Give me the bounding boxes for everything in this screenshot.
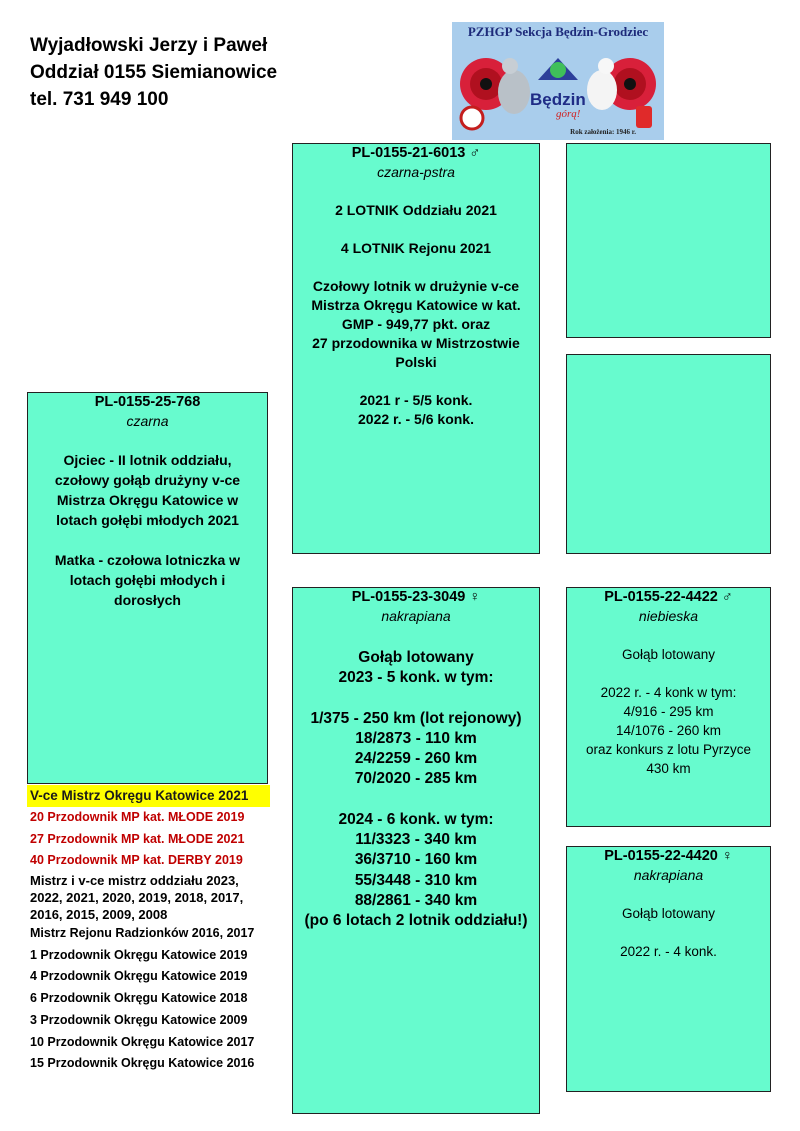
ring-number: PL-0155-21-6013 ♂ [351, 145, 481, 161]
info-line: GMP - 949,77 pkt. oraz [341, 316, 491, 332]
red-achievement: 27 Przodownik MP kat. MŁODE 2021 [30, 831, 245, 846]
branch-name: Oddział 0155 Siemianowice [30, 62, 278, 83]
info-line: 2022 r. - 5/6 konk. [358, 411, 474, 427]
pigeon-color: nakrapiana [633, 867, 704, 883]
info-line: 55/3448 - 310 km [354, 871, 478, 889]
ring-number: PL-0155-22-4420 ♀ [604, 848, 733, 864]
achievement-item: 1 Przodownik Okręgu Katowice 2019 [30, 947, 248, 962]
info-line: 14/1076 - 260 km [615, 723, 722, 738]
pigeon-card-768 [27, 392, 268, 784]
info-line: oraz konkurs z lotu Pyrzyce [585, 742, 752, 757]
logo-founded: Rok założenia: 1946 r. [570, 128, 636, 136]
achievement-item: Mistrz Rejonu Radzionków 2016, 2017 [30, 926, 255, 941]
achievement-item: 10 Przodownik Okręgu Katowice 2017 [30, 1034, 255, 1049]
info-line: 24/2259 - 260 km [354, 750, 478, 768]
owner-name: Wyjadłowski Jerzy i Paweł [30, 35, 268, 56]
info-line: dorosłych [114, 592, 181, 608]
highlight-achievement: V-ce Mistrz Okręgu Katowice 2021 [27, 785, 270, 807]
info-line: Mistrza Okręgu Katowice w kat. [311, 297, 521, 313]
pzhgp-emblem-icon [461, 107, 483, 129]
info-line: 1/375 - 250 km (lot rejonowy) [310, 709, 522, 727]
info-line: 2 LOTNIK Oddziału 2021 [335, 202, 497, 218]
info-line: Gołąb lotowany [358, 649, 474, 666]
info-line: 11/3323 - 340 km [355, 831, 477, 849]
achievements-list [27, 785, 289, 1075]
pigeon-color: czarna-pstra [377, 164, 455, 180]
info-line: Polski [395, 354, 437, 370]
champion-achievement: Mistrz i v-ce mistrz oddziału 2023, 2022, 2021, 2020, 2019, 2018, 2017, 2016, 2015, 2009, 2008 [30, 873, 244, 923]
pigeon-card-3049 [292, 587, 540, 1114]
achievement-item: 6 Przodownik Okręgu Katowice 2018 [30, 991, 248, 1006]
logo-city: Będzin [530, 90, 586, 109]
pigeon-color: niebieska [638, 608, 699, 624]
empty-card-middle-right [566, 354, 771, 554]
info-line: 18/2873 - 110 km [355, 729, 477, 747]
phone-number: tel. 731 949 100 [30, 89, 169, 110]
pigeon-card-4422 [566, 587, 771, 827]
ring-number: PL-0155-23-3049 ♀ [351, 589, 481, 605]
pigeon-left-icon [498, 70, 530, 114]
achievement-item: 15 Przodownik Okręgu Katowice 2016 [30, 1056, 255, 1071]
info-line: 2022 r. - 4 konk w tym: [600, 685, 737, 700]
info-line: Gołąb lotowany [621, 647, 716, 662]
info-line: Czołowy lotnik w drużynie v-ce [312, 278, 520, 294]
achievement-item: 3 Przodownik Okręgu Katowice 2009 [30, 1012, 248, 1027]
info-line: 4 LOTNIK Rejonu 2021 [340, 240, 492, 256]
ring-number: PL-0155-22-4422 ♂ [604, 589, 733, 605]
info-line: 70/2020 - 285 km [354, 770, 478, 788]
info-line: 27 przodownika w Mistrzostwie [312, 335, 520, 351]
info-line: Matka - czołowa lotniczka w [54, 552, 241, 568]
info-line: 88/2861 - 340 km [354, 891, 478, 909]
info-line: 430 km [646, 761, 691, 776]
info-line: 36/3710 - 160 km [354, 851, 478, 869]
red-achievement: 40 Przodownik MP kat. DERBY 2019 [30, 853, 243, 868]
coat-of-arms-icon [636, 106, 652, 128]
red-achievement: 20 Przodownik MP kat. MŁODE 2019 [30, 810, 245, 824]
info-line: 2021 r - 5/5 konk. [359, 392, 473, 408]
achievement-item: 4 Przodownik Okręgu Katowice 2019 [30, 969, 248, 984]
info-line: Mistrza Okręgu Katowice w [56, 492, 239, 508]
info-line: 2023 - 5 konk. w tym: [338, 669, 494, 687]
info-line: Gołąb lotowany [621, 906, 716, 921]
info-line: 4/916 - 295 km [623, 704, 714, 719]
pigeon-card-6013 [292, 143, 540, 554]
pigeon-color: czarna [126, 413, 169, 429]
info-line: lotach gołębi młodych 2021 [56, 512, 239, 528]
info-line: czołowy gołąb drużyny v-ce [54, 472, 241, 488]
logo-title: PZHGP Sekcja Będzin-Grodziec [467, 24, 649, 39]
logo-slogan: górą! [556, 108, 581, 120]
owner-header [30, 32, 330, 113]
ring-number: PL-0155-25-768 [94, 394, 201, 410]
empty-card-top-right [566, 143, 771, 338]
pigeon-right-icon [587, 70, 617, 110]
info-line: lotach gołębi młodych i [69, 572, 226, 588]
club-logo [452, 22, 664, 140]
info-line: 2024 - 6 konk. w tym: [338, 810, 494, 828]
info-line: Ojciec - II lotnik oddziału, [63, 452, 232, 468]
pigeon-color: nakrapiana [381, 608, 451, 624]
info-line: 2022 r. - 4 konk. [620, 944, 717, 959]
info-line: (po 6 lotach 2 lotnik oddziału!) [304, 912, 528, 930]
pigeon-card-4420 [566, 846, 771, 1092]
